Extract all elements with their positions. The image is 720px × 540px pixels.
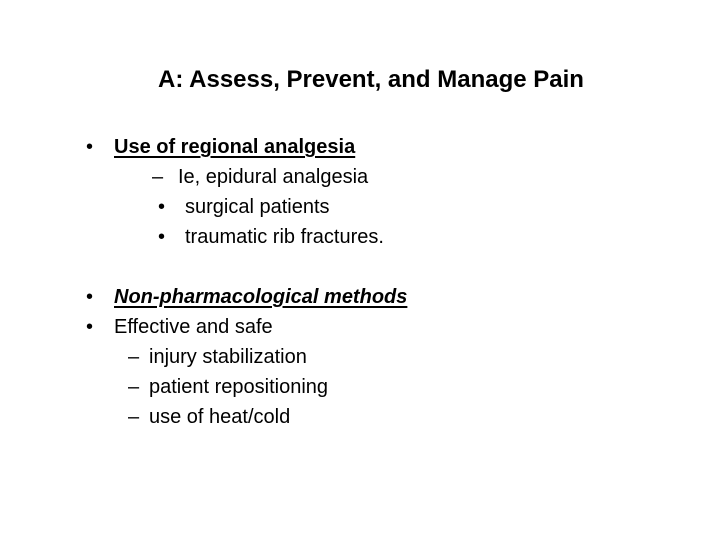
bullet-marker: • [158,196,166,218]
bullet-marker: • [86,136,94,158]
sub-item-injury-stabilization [86,342,686,372]
sub-item-traumatic-rib-fractures [86,222,686,252]
bullet-non-pharmacological [86,282,686,312]
sub-item-text: patient repositioning [149,376,329,398]
sub-item-text: use of heat/cold [149,406,291,428]
spacer [86,252,686,282]
bullet-marker: • [86,316,94,338]
slide-body [86,132,686,432]
sub-item-text: traumatic rib fractures. [185,226,384,248]
sub-item-text: surgical patients [185,196,330,218]
sub-item-surgical-patients [86,192,686,222]
bullet-marker: • [86,286,94,308]
dash-marker: – [128,346,140,368]
sub-epidural-text: Ie, epidural analgesia [178,166,369,188]
bullet-marker: • [158,226,166,248]
bullet-effective-and-safe [86,312,686,342]
slide-title: A: Assess, Prevent, and Manage Pain [158,66,584,93]
heading-regional-analgesia: Use of regional analgesia [114,136,356,158]
heading-non-pharmacological: Non-pharmacological methods [114,286,408,308]
sub-item-text: injury stabilization [149,346,307,368]
sub-item-heat-cold [86,402,686,432]
effective-and-safe-text: Effective and safe [114,316,273,338]
dash-marker: – [128,406,140,428]
sub-epidural-analgesia [86,162,686,192]
bullet-regional-analgesia [86,132,686,162]
dash-marker: – [152,166,164,188]
sub-item-patient-repositioning [86,372,686,402]
dash-marker: – [128,376,140,398]
